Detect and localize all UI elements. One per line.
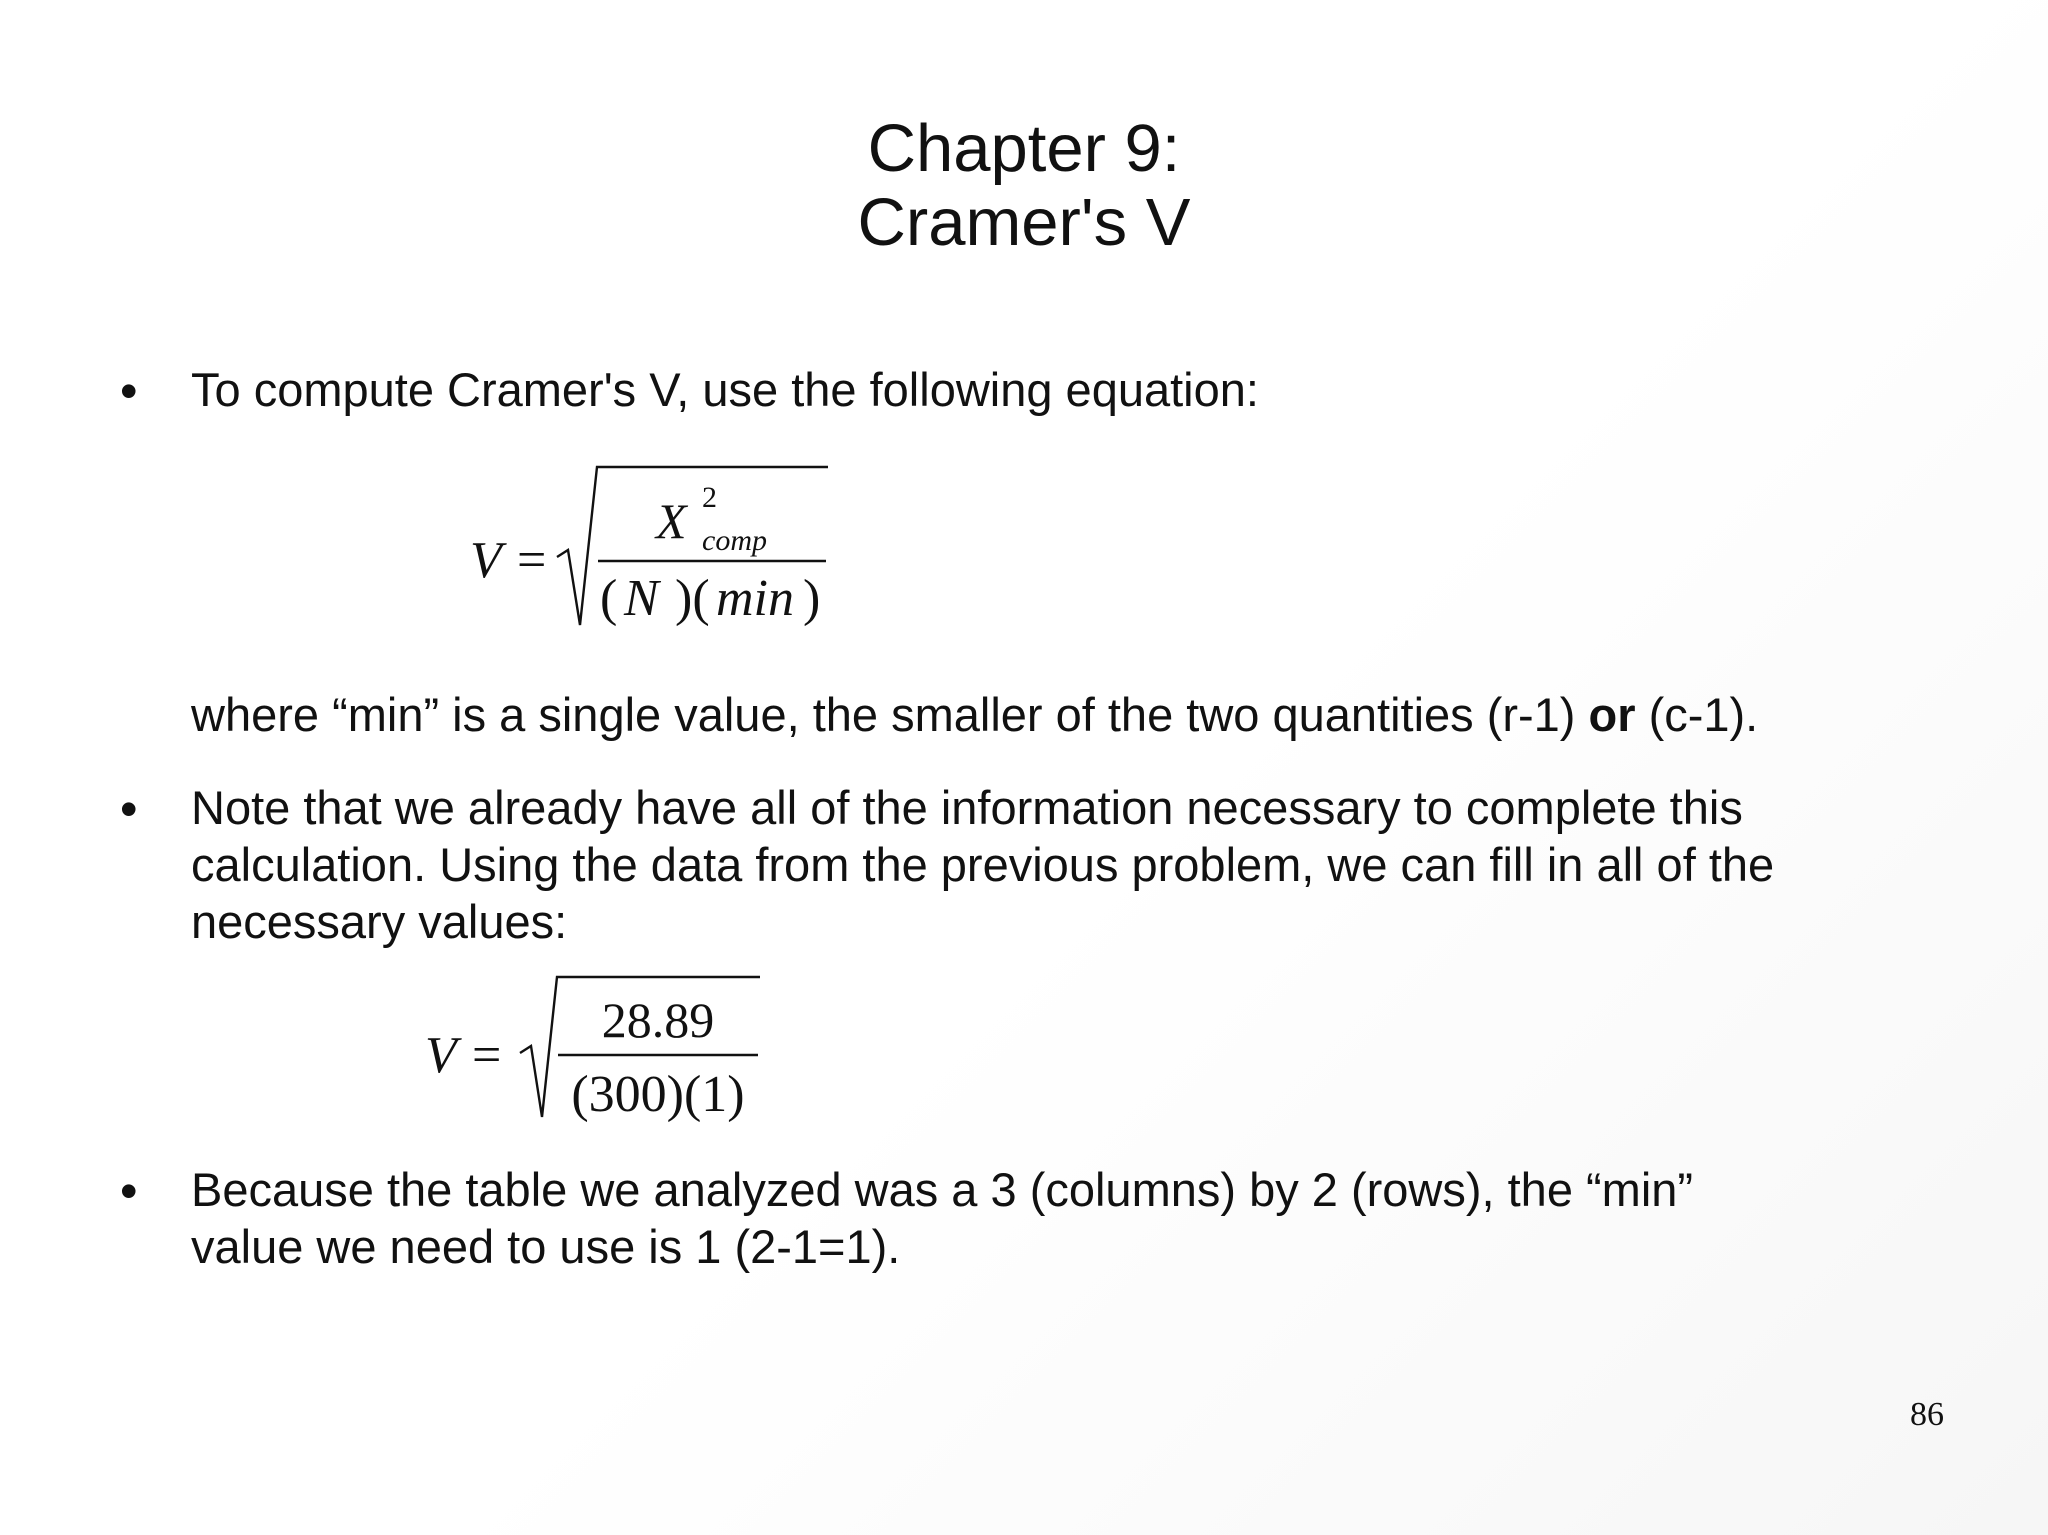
bullet-marker-3: • (120, 1163, 138, 1219)
formula-chi-symbol: X (656, 493, 687, 549)
formula-denominator-lparen: ( (600, 570, 618, 627)
formula-chi-subscript: comp (702, 524, 767, 557)
formula-denominator-n: N (624, 570, 659, 627)
title-line-1: Chapter 9: (867, 111, 1181, 186)
formula-denominator-rparen: ) (803, 570, 821, 627)
bullet-2-line-3: necessary values: (191, 895, 568, 948)
bullet-2-line-2: calculation. Using the data from the previous problem, we can fill in all of the (191, 838, 1775, 891)
bullet-marker-2: • (120, 781, 138, 837)
filled-formula-equals: = (472, 1027, 502, 1084)
where-line (191, 686, 1758, 743)
formula-denominator-min: min (716, 570, 794, 627)
bullet-marker-1: • (120, 363, 138, 419)
bullet-3-line-2: value we need to use is 1 (2-1=1). (191, 1220, 901, 1273)
where-text-after: (c-1). (1635, 688, 1759, 741)
filled-numerator: 28.89 (601, 992, 715, 1048)
formula-denominator-mid: )( (675, 570, 710, 627)
formula-equals: = (517, 532, 547, 589)
slide-title (0, 112, 2048, 260)
title-line-2: Cramer's V (857, 185, 1191, 260)
formula-lhs-v: V (470, 532, 502, 589)
formula-chi-superscript: 2 (702, 481, 717, 514)
where-text-bold: or (1588, 688, 1636, 741)
filled-formula-lhs-v: V (425, 1027, 457, 1084)
bullet-2-line-1: Note that we already have all of the information necessary to complete this (191, 781, 1743, 834)
cramers-v-filled-formula (420, 965, 780, 1135)
cramers-v-formula (460, 455, 840, 640)
where-text-before: where “min” is a single value, the smaller of the two quantities (r-1) (191, 688, 1589, 741)
filled-denominator: (300)(1) (571, 1066, 745, 1123)
bullet-1-text: To compute Cramer's V, use the following equation: (191, 363, 1259, 416)
page-number: 86 (1910, 1396, 1944, 1433)
bullet-3-line-1: Because the table we analyzed was a 3 (columns) by 2 (rows), the “min” (191, 1163, 1694, 1216)
